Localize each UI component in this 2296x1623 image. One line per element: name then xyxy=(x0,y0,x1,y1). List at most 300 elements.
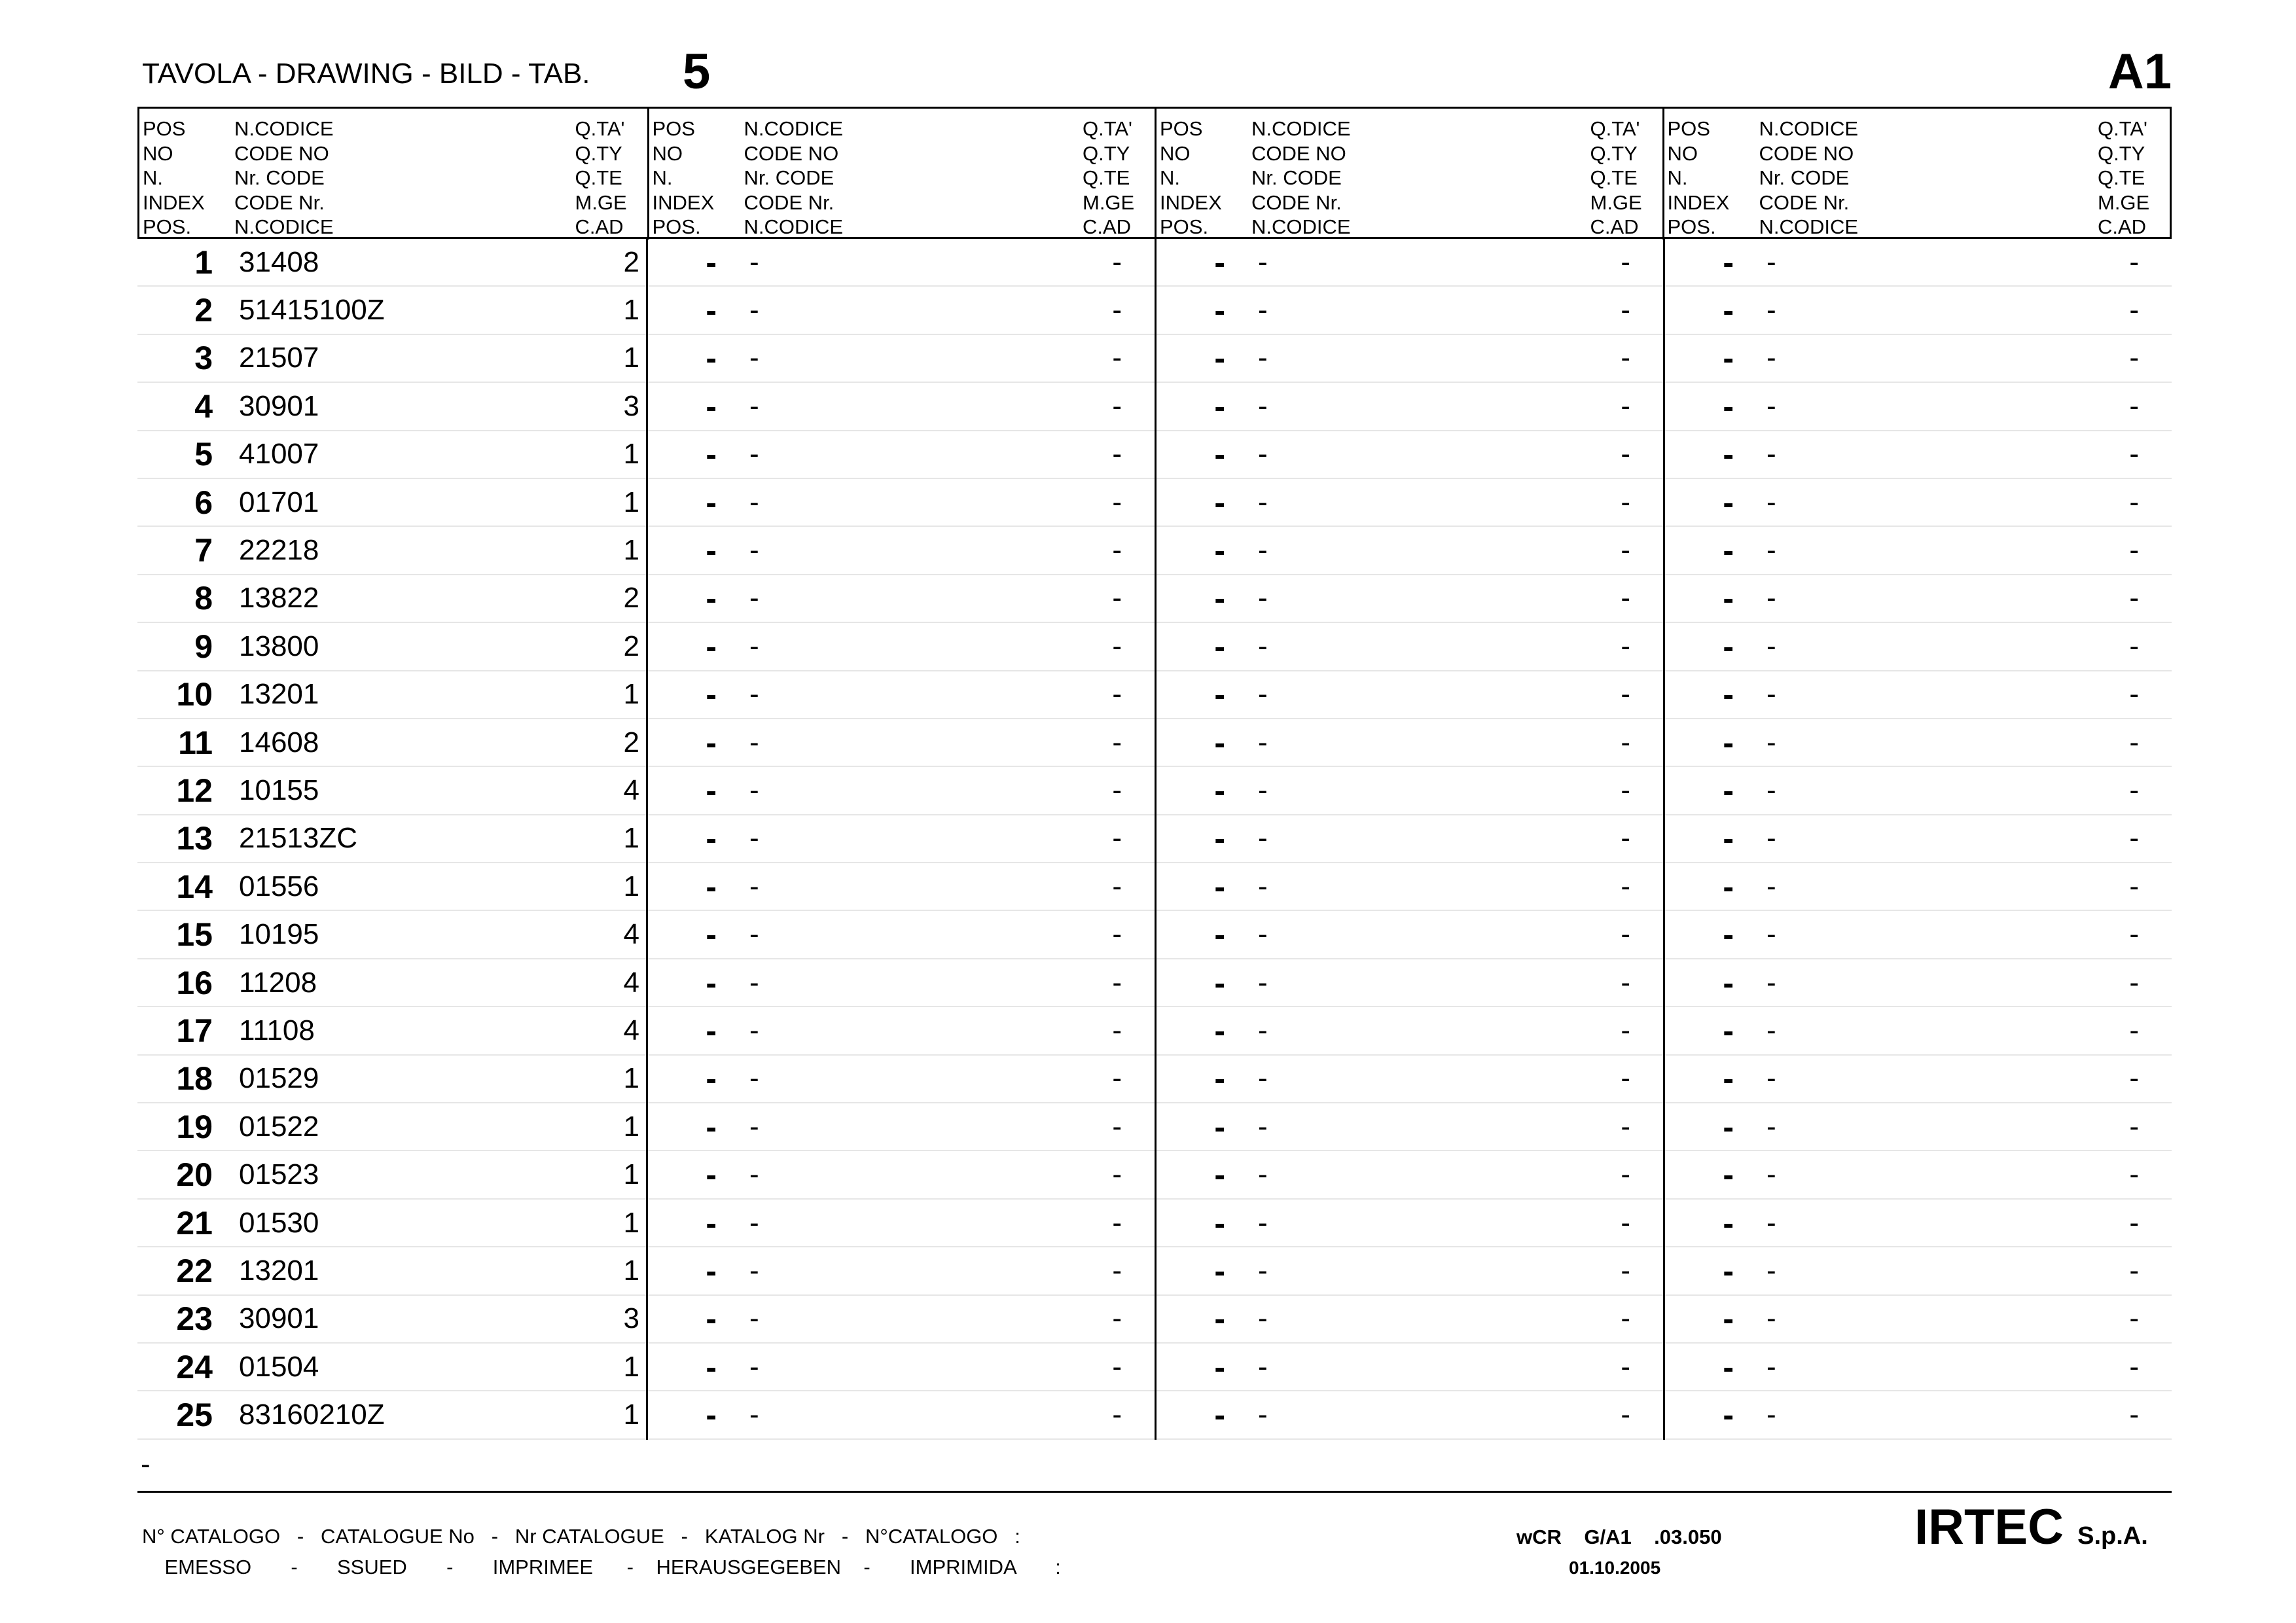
part-code: 21513ZC xyxy=(239,822,358,855)
part-code: 51415100Z xyxy=(239,294,385,327)
empty-qty: - xyxy=(1112,294,1122,327)
pos-number: 2 xyxy=(194,292,213,329)
table-row xyxy=(1665,863,2172,911)
empty-code: - xyxy=(1258,294,1268,327)
header-label: Nr. CODE xyxy=(234,166,325,189)
header-label: INDEX xyxy=(143,190,205,214)
pos-number: 8 xyxy=(194,580,213,617)
header-label: CODE NO xyxy=(234,141,329,165)
empty-code: - xyxy=(1258,245,1268,278)
footer-catalog-labels: N° CATALOGO - CATALOGUE No - Nr CATALOGUE - KATALOG Nr - N°CATALOGO : xyxy=(142,1525,1020,1548)
empty-code: - xyxy=(749,1350,759,1383)
header-label: M.GE xyxy=(1590,190,1642,214)
quantity: 1 xyxy=(623,1254,639,1287)
empty-pos: - xyxy=(706,820,717,857)
header-label: N.CODICE xyxy=(1251,117,1351,140)
empty-pos: - xyxy=(1723,243,1734,281)
header-label: N. xyxy=(1667,166,1688,189)
empty-qty: - xyxy=(1112,534,1122,567)
empty-pos: - xyxy=(706,1300,717,1338)
table-row xyxy=(1665,1296,2172,1344)
empty-qty: - xyxy=(1112,918,1122,951)
header-label: NO xyxy=(652,141,683,165)
pos-number: 19 xyxy=(176,1108,213,1145)
empty-qty: - xyxy=(1112,774,1122,806)
pos-number: 6 xyxy=(194,484,213,521)
table-row xyxy=(137,1007,646,1055)
empty-qty: - xyxy=(2129,1206,2139,1239)
empty-qty: - xyxy=(1112,726,1122,758)
empty-code: - xyxy=(1767,1350,1776,1383)
part-code: 11208 xyxy=(239,966,317,999)
footer-divider xyxy=(137,1491,2172,1493)
header-label: N.CODICE xyxy=(744,215,844,238)
quantity: 4 xyxy=(623,774,639,806)
header-label: Nr. CODE xyxy=(1759,166,1850,189)
table-row xyxy=(648,335,1155,383)
empty-qty: - xyxy=(2129,342,2139,374)
quantity: 1 xyxy=(623,438,639,471)
empty-qty: - xyxy=(2129,1399,2139,1431)
empty-qty: - xyxy=(2129,534,2139,567)
quantity: 3 xyxy=(623,1302,639,1335)
table-header xyxy=(137,107,2172,239)
parts-table xyxy=(137,107,2172,1440)
header-label: CODE Nr. xyxy=(1251,190,1342,214)
empty-code: - xyxy=(1767,966,1776,999)
issue-date: 01.10.2005 xyxy=(1569,1558,1661,1578)
quantity: 2 xyxy=(623,726,639,758)
empty-qty: - xyxy=(2129,630,2139,662)
table-row xyxy=(137,527,646,575)
empty-qty: - xyxy=(1112,822,1122,855)
empty-qty: - xyxy=(1621,1350,1630,1383)
table-row xyxy=(648,1296,1155,1344)
footer-issued-labels: EMESSO - SSUED - IMPRIMEE - HERAUSGEGEBEN - IMPRIMIDA : xyxy=(142,1556,1061,1578)
empty-qty: - xyxy=(2129,1014,2139,1046)
header-label: POS xyxy=(1160,117,1203,140)
pos-number: 23 xyxy=(176,1300,213,1338)
empty-code: - xyxy=(749,774,759,806)
table-row xyxy=(1665,1151,2172,1199)
header-label: INDEX xyxy=(652,190,715,214)
empty-qty: - xyxy=(2129,438,2139,471)
part-code: 22218 xyxy=(239,534,319,567)
part-code: 83160210Z xyxy=(239,1399,385,1431)
table-row xyxy=(648,767,1155,815)
part-code: 01530 xyxy=(239,1206,319,1239)
empty-code: - xyxy=(1767,630,1776,662)
empty-code: - xyxy=(1258,726,1268,758)
table-row xyxy=(1157,671,1663,719)
empty-pos: - xyxy=(706,484,717,521)
empty-pos: - xyxy=(706,868,717,905)
empty-pos: - xyxy=(706,628,717,665)
empty-code: - xyxy=(749,726,759,758)
header-label: Q.TE xyxy=(575,166,622,189)
table-row xyxy=(137,959,646,1007)
table-row xyxy=(137,1103,646,1151)
empty-pos: - xyxy=(1723,1060,1734,1097)
empty-pos: - xyxy=(1214,340,1225,377)
empty-pos: - xyxy=(1723,1108,1734,1145)
empty-pos: - xyxy=(706,1156,717,1194)
empty-code: - xyxy=(1258,1158,1268,1191)
empty-code: - xyxy=(1767,822,1776,855)
part-code: 10195 xyxy=(239,918,319,951)
empty-pos: - xyxy=(1723,1012,1734,1049)
empty-code: - xyxy=(1767,1110,1776,1143)
empty-qty: - xyxy=(1112,1254,1122,1287)
empty-qty: - xyxy=(1621,1206,1630,1239)
empty-code: - xyxy=(1767,1206,1776,1239)
table-row xyxy=(648,1247,1155,1295)
empty-pos: - xyxy=(1214,724,1225,761)
table-row xyxy=(1665,239,2172,287)
table-row xyxy=(137,1200,646,1247)
empty-code: - xyxy=(1258,1206,1268,1239)
part-code: 21507 xyxy=(239,342,319,374)
empty-qty: - xyxy=(1112,582,1122,615)
empty-pos: - xyxy=(1723,580,1734,617)
empty-qty: - xyxy=(1112,630,1122,662)
empty-pos: - xyxy=(1723,292,1734,329)
table-row xyxy=(1665,1056,2172,1103)
quantity: 1 xyxy=(623,1350,639,1383)
empty-qty: - xyxy=(1621,630,1630,662)
empty-code: - xyxy=(749,822,759,855)
header-label: INDEX xyxy=(1667,190,1730,214)
empty-qty: - xyxy=(1112,1014,1122,1046)
table-row xyxy=(648,527,1155,575)
empty-code: - xyxy=(749,1062,759,1095)
header-group xyxy=(139,109,647,240)
quantity: 1 xyxy=(623,1158,639,1191)
pos-number: 22 xyxy=(176,1252,213,1289)
table-row xyxy=(648,431,1155,479)
empty-code: - xyxy=(1767,1014,1776,1046)
table-row xyxy=(137,815,646,863)
quantity: 4 xyxy=(623,966,639,999)
empty-code: - xyxy=(1258,1254,1268,1287)
header-col-qty xyxy=(1590,116,1662,240)
empty-qty: - xyxy=(1621,1158,1630,1191)
empty-pos: - xyxy=(1723,1156,1734,1194)
quantity: 4 xyxy=(623,918,639,951)
table-row xyxy=(648,1103,1155,1151)
empty-pos: - xyxy=(1214,964,1225,1001)
table-row xyxy=(137,1151,646,1199)
empty-pos: - xyxy=(1723,820,1734,857)
empty-code: - xyxy=(1258,1399,1268,1431)
empty-qty: - xyxy=(2129,294,2139,327)
header-label: INDEX xyxy=(1160,190,1222,214)
pos-number: 11 xyxy=(178,724,213,761)
empty-qty: - xyxy=(1621,822,1630,855)
empty-code: - xyxy=(1767,678,1776,711)
empty-pos: - xyxy=(706,436,717,473)
empty-code: - xyxy=(749,1302,759,1335)
table-row xyxy=(137,335,646,383)
header-col-qty xyxy=(575,116,647,240)
table-row xyxy=(1665,815,2172,863)
header-label: N. xyxy=(1160,166,1180,189)
header-label: Nr. CODE xyxy=(1251,166,1342,189)
table-row xyxy=(1157,527,1663,575)
header-label: POS xyxy=(143,117,186,140)
table-row xyxy=(1665,623,2172,671)
empty-pos: - xyxy=(706,340,717,377)
part-code: 30901 xyxy=(239,1302,319,1335)
empty-pos: - xyxy=(1723,484,1734,521)
table-row xyxy=(1665,431,2172,479)
table-body xyxy=(137,239,2172,1440)
header-label: NO xyxy=(1160,141,1191,165)
empty-code: - xyxy=(1767,1254,1776,1287)
empty-qty: - xyxy=(2129,1254,2139,1287)
empty-code: - xyxy=(1767,342,1776,374)
empty-qty: - xyxy=(2129,822,2139,855)
empty-qty: - xyxy=(1112,342,1122,374)
quantity: 1 xyxy=(623,534,639,567)
table-row xyxy=(1157,1151,1663,1199)
header-label: POS. xyxy=(1667,215,1716,238)
part-code: 13201 xyxy=(239,678,319,711)
empty-code: - xyxy=(1258,1014,1268,1046)
table-row xyxy=(1157,1103,1663,1151)
table-row xyxy=(1157,1344,1663,1391)
header-label: POS. xyxy=(652,215,701,238)
empty-pos: - xyxy=(1723,724,1734,761)
empty-qty: - xyxy=(1621,486,1630,518)
pos-number: 12 xyxy=(176,772,213,809)
pos-number: 1 xyxy=(194,243,213,281)
header-label: NO xyxy=(143,141,173,165)
empty-pos: - xyxy=(1214,532,1225,569)
pos-number: 9 xyxy=(194,628,213,665)
header-label: Q.TA' xyxy=(1590,117,1640,140)
part-code: 30901 xyxy=(239,389,319,422)
quantity: 1 xyxy=(623,1062,639,1095)
table-row xyxy=(648,1056,1155,1103)
empty-qty: - xyxy=(2129,1158,2139,1191)
table-row xyxy=(648,239,1155,287)
table-row xyxy=(1665,1103,2172,1151)
table-row xyxy=(137,239,646,287)
empty-code: - xyxy=(749,966,759,999)
part-code: 13822 xyxy=(239,582,319,615)
table-row xyxy=(137,479,646,527)
header-group xyxy=(1662,109,2170,240)
empty-code: - xyxy=(1767,438,1776,471)
header-col-code xyxy=(1759,116,2098,240)
part-code: 01522 xyxy=(239,1110,319,1143)
table-row xyxy=(648,1200,1155,1247)
empty-code: - xyxy=(749,294,759,327)
empty-pos: - xyxy=(1214,676,1225,713)
header-label: Q.TA' xyxy=(575,117,625,140)
table-row xyxy=(648,575,1155,623)
empty-code: - xyxy=(1258,438,1268,471)
empty-pos: - xyxy=(1723,436,1734,473)
empty-qty: - xyxy=(1621,438,1630,471)
empty-qty: - xyxy=(1112,1302,1122,1335)
header-label: POS xyxy=(1667,117,1710,140)
empty-code: - xyxy=(749,582,759,615)
table-row xyxy=(1157,623,1663,671)
quantity: 4 xyxy=(623,1014,639,1046)
quantity: 3 xyxy=(623,389,639,422)
empty-code: - xyxy=(749,1014,759,1046)
empty-pos: - xyxy=(1723,1397,1734,1434)
empty-column-group xyxy=(1663,239,2172,1440)
empty-pos: - xyxy=(706,532,717,569)
empty-qty: - xyxy=(1112,389,1122,422)
part-code: 11108 xyxy=(239,1014,315,1046)
empty-qty: - xyxy=(2129,582,2139,615)
empty-code: - xyxy=(1258,918,1268,951)
pos-number: 25 xyxy=(176,1397,213,1434)
table-row xyxy=(1665,1247,2172,1295)
header-label: CODE NO xyxy=(744,141,839,165)
quantity: 1 xyxy=(623,1206,639,1239)
empty-qty: - xyxy=(2129,486,2139,518)
bottom-note: - xyxy=(141,1448,151,1480)
empty-pos: - xyxy=(706,1060,717,1097)
header-label: N.CODICE xyxy=(234,117,334,140)
empty-qty: - xyxy=(1112,438,1122,471)
empty-pos: - xyxy=(1214,387,1225,425)
empty-code: - xyxy=(1767,774,1776,806)
empty-pos: - xyxy=(706,1012,717,1049)
empty-qty: - xyxy=(2129,1062,2139,1095)
empty-pos: - xyxy=(706,1252,717,1289)
header-label: N.CODICE xyxy=(1759,215,1859,238)
header-label: CODE NO xyxy=(1251,141,1346,165)
header-label: Q.TE xyxy=(1590,166,1638,189)
header-col-pos xyxy=(1664,116,1759,240)
empty-pos: - xyxy=(706,292,717,329)
empty-code: - xyxy=(749,1399,759,1431)
table-row xyxy=(1665,1391,2172,1439)
empty-column-group xyxy=(1155,239,1663,1440)
header-label: Q.TY xyxy=(1083,141,1130,165)
empty-qty: - xyxy=(1621,582,1630,615)
table-row xyxy=(137,287,646,334)
header-label: POS. xyxy=(1160,215,1209,238)
empty-code: - xyxy=(1258,630,1268,662)
table-row xyxy=(1157,335,1663,383)
table-row xyxy=(137,1344,646,1391)
header-label: CODE Nr. xyxy=(234,190,325,214)
table-row xyxy=(648,287,1155,334)
empty-code: - xyxy=(1767,1399,1776,1431)
empty-qty: - xyxy=(1621,726,1630,758)
empty-code: - xyxy=(1767,918,1776,951)
empty-code: - xyxy=(749,245,759,278)
header-col-pos xyxy=(649,116,744,240)
empty-code: - xyxy=(749,918,759,951)
pos-number: 3 xyxy=(194,340,213,377)
empty-code: - xyxy=(1767,294,1776,327)
header-label: C.AD xyxy=(1590,215,1639,238)
empty-pos: - xyxy=(706,387,717,425)
empty-pos: - xyxy=(706,676,717,713)
table-row xyxy=(648,1391,1155,1439)
empty-code: - xyxy=(1258,1350,1268,1383)
table-row xyxy=(1665,1344,2172,1391)
parts-column-group xyxy=(137,239,646,1440)
header-col-pos xyxy=(139,116,234,240)
empty-code: - xyxy=(1767,582,1776,615)
empty-qty: - xyxy=(1112,1110,1122,1143)
empty-pos: - xyxy=(1214,436,1225,473)
empty-qty: - xyxy=(2129,966,2139,999)
empty-code: - xyxy=(749,870,759,902)
table-row xyxy=(648,479,1155,527)
pos-number: 5 xyxy=(194,436,213,473)
table-row xyxy=(1157,863,1663,911)
empty-pos: - xyxy=(1723,1252,1734,1289)
empty-code: - xyxy=(749,342,759,374)
part-code: 10155 xyxy=(239,774,319,806)
quantity: 2 xyxy=(623,630,639,662)
empty-pos: - xyxy=(706,1108,717,1145)
part-code: 01701 xyxy=(239,486,319,518)
table-row xyxy=(1157,287,1663,334)
empty-pos: - xyxy=(1723,772,1734,809)
pos-number: 24 xyxy=(176,1348,213,1385)
part-code: 01504 xyxy=(239,1350,319,1383)
table-row xyxy=(137,863,646,911)
pos-number: 7 xyxy=(194,532,213,569)
empty-code: - xyxy=(749,1206,759,1239)
pos-number: 10 xyxy=(176,676,213,713)
table-row xyxy=(648,1344,1155,1391)
header-label: M.GE xyxy=(575,190,627,214)
table-row xyxy=(1157,1056,1663,1103)
quantity: 2 xyxy=(623,245,639,278)
header-label: POS xyxy=(652,117,695,140)
table-row xyxy=(1157,719,1663,767)
empty-pos: - xyxy=(706,1204,717,1241)
part-code: 01529 xyxy=(239,1062,319,1095)
header-label: C.AD xyxy=(575,215,624,238)
empty-column-group xyxy=(646,239,1155,1440)
empty-qty: - xyxy=(2129,389,2139,422)
empty-qty: - xyxy=(1621,678,1630,711)
pos-number: 21 xyxy=(176,1204,213,1241)
empty-qty: - xyxy=(1112,1350,1122,1383)
empty-qty: - xyxy=(2129,918,2139,951)
empty-pos: - xyxy=(1214,484,1225,521)
empty-pos: - xyxy=(1214,1156,1225,1194)
empty-pos: - xyxy=(1723,628,1734,665)
empty-pos: - xyxy=(1214,243,1225,281)
empty-code: - xyxy=(749,534,759,567)
pos-number: 20 xyxy=(176,1156,213,1194)
table-row xyxy=(1157,959,1663,1007)
empty-code: - xyxy=(1258,1062,1268,1095)
table-row xyxy=(1665,287,2172,334)
table-row xyxy=(648,1151,1155,1199)
empty-code: - xyxy=(1767,1062,1776,1095)
header-label: M.GE xyxy=(1083,190,1135,214)
empty-qty: - xyxy=(1621,1014,1630,1046)
table-row xyxy=(137,623,646,671)
empty-code: - xyxy=(1767,534,1776,567)
quantity: 1 xyxy=(623,870,639,902)
